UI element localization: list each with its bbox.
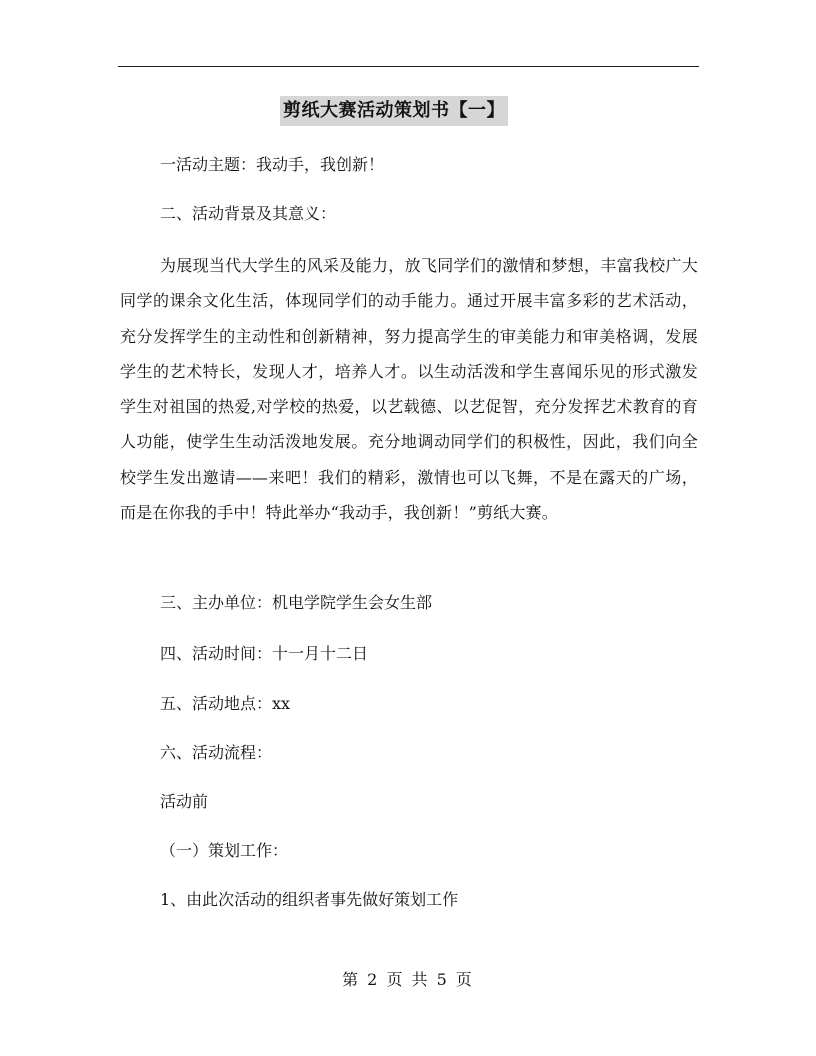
section-before-activity: 活动前 bbox=[160, 792, 209, 811]
section-background-heading: 二、活动背景及其意义： bbox=[160, 204, 337, 223]
page-number-footer: 第 2 页 共 5 页 bbox=[342, 970, 474, 989]
background-paragraph: 为展现当代大学生的风采及能力，放飞同学们的激情和梦想，丰富我校广大同学的课余文化生活，体现同学们的动手能力。通过开展丰富多彩的艺术活动，充分发挥学生的主动性和创新精神，努力提高学生的审美能力和审美格调，发展学生的艺术特长，发现人才，培养人才。以生动活泼和学生喜闻乐见的形式激发学生对祖国的热爱,对学校的热爱，以艺载德、以艺促智，充分发挥艺术教育的育人功能，使学生生动活泼地发展。充分地调动同学们的积极性，因此，我们向全校学生发出邀请——来吧！我们的精彩，激情也可以飞舞，不是在露天的广场，而是在你我的手中！特此举办“我动手，我创新！”剪纸大赛。 bbox=[120, 256, 698, 523]
section-organizer: 三、主办单位：机电学院学生会女生部 bbox=[160, 593, 433, 612]
document-title: 剪纸大赛活动策划书【一】 bbox=[280, 96, 508, 126]
section-time: 四、活动时间：十一月十二日 bbox=[160, 644, 369, 663]
section-theme: 一活动主题：我动手，我创新！ bbox=[160, 155, 385, 174]
section-process-heading: 六、活动流程： bbox=[160, 743, 273, 762]
section-location: 五、活动地点：xx bbox=[160, 694, 291, 713]
header-rule bbox=[118, 66, 699, 67]
section-planning-item-1: 1、由此次活动的组织者事先做好策划工作 bbox=[160, 890, 459, 909]
section-planning-work: （一）策划工作： bbox=[160, 841, 289, 860]
